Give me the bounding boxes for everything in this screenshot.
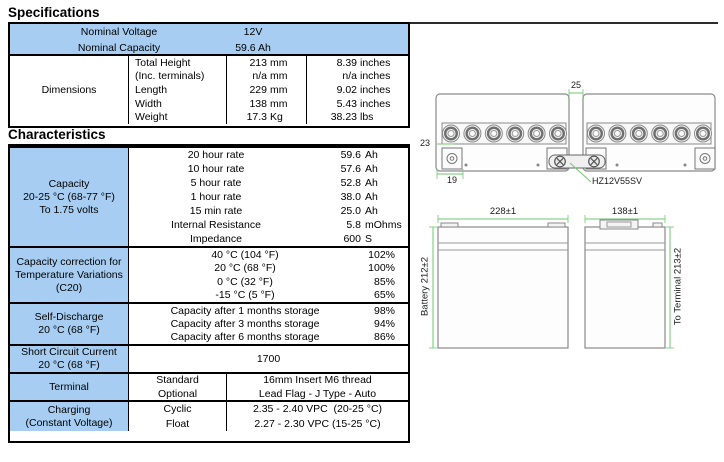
side-handle [600,220,638,229]
capacity-row: Impedance 600 S [190,233,373,245]
charging-value: 2.27 - 2.30 VPC (15-25 °C) [254,417,381,430]
storage-row: Capacity after 1 months storage 98% [170,304,395,317]
capacity-row: 1 hour rate 38.0 Ah [190,191,378,203]
terminal-value: Lead Flag - J Type - Auto [258,388,377,400]
dimension-name: Weight [135,111,168,124]
front-width-dimension: 228±1 [489,206,517,217]
model-number-label: HZ12V55SV [592,176,643,186]
terminal-label: Terminal [10,374,129,400]
terminal-values [227,374,408,400]
characteristics-table [8,146,410,443]
terminal-value: 16mm Insert M6 thread [263,374,372,386]
temp-row: 0 °C (32 °F) 85% [217,275,395,288]
terminal-types [129,374,227,400]
nominal-header-block [10,24,408,56]
temp-row: 20 °C (68 °F) 100% [214,262,395,275]
short-circuit-value: 1700 [256,353,281,365]
short-circuit-label: Short Circuit Current 20 °C (68 °F) [10,346,129,372]
side-width-dimension: 138±1 [611,206,639,217]
specifications-table [8,22,410,128]
self-discharge-section [10,302,408,344]
dimension-name: (Inc. terminals) [135,70,205,83]
terminal-section [10,372,408,400]
nominal-voltage-row [10,24,408,40]
charging-mode: Cyclic [163,402,192,415]
charging-section [10,400,408,431]
front-top-tab-left [441,223,458,227]
terminal-offset-label: 23 [420,138,431,148]
nominal-voltage-label: Nominal Voltage [80,26,158,38]
charging-values [227,402,408,431]
dimension-name: Total Height [135,56,191,69]
capacity-row: 10 hour rate 57.6 Ah [187,163,378,175]
charging-rows [129,402,408,431]
metric-value: 17.3 Kg [246,111,283,124]
charging-label: Charging (Constant Voltage) [10,402,129,431]
self-discharge-rows [129,304,408,344]
capacity-row: 20 hour rate 59.6 Ah [187,149,378,161]
front-view-outline [438,227,568,348]
dimension-imperial-column [307,56,408,124]
metric-value: 138 mm [249,97,288,110]
metric-value: n/a mm [252,70,288,83]
imperial-value: 8.39 inches [336,56,391,69]
temp-row: 40 °C (104 °F) 102% [211,248,395,261]
dimension-names-column [129,56,227,124]
self-discharge-label: Self-Discharge 20 °C (68 °F) [10,304,129,344]
charging-mode: Float [165,417,190,430]
dimension-name: Length [135,83,168,96]
terminal-height-dimension: To Terminal 213±2 [672,247,684,326]
right-vent-band [587,123,711,144]
capacity-row: Internal Resistance 5.8 mOhms [171,219,402,231]
storage-row: Capacity after 6 months storage 86% [170,331,395,344]
characteristics-heading: Characteristics [8,128,410,146]
dimension-metric-column [227,56,307,124]
gap-dimension-label: 25 [570,80,581,90]
side-top-tab [653,223,662,227]
charging-modes [129,402,227,431]
temp-correction-label: Capacity correction for Temperature Variations (C20) [10,248,129,302]
imperial-value: 9.02 inches [336,83,391,96]
terminal-type: Optional [157,388,198,400]
temp-row: -15 °C (5 °F) 65% [215,289,395,302]
capacity-section-label: Capacity 20-25 °C (68-77 °F) To 1.75 volts [10,148,129,246]
imperial-value: 38.23 lbs [330,111,374,124]
capacity-row: 15 min rate 25.0 Ah [189,205,378,217]
nominal-voltage-value: 12V [243,26,263,38]
imperial-value: 5.43 inches [336,97,391,110]
battery-top-view-drawing [420,78,724,200]
nominal-capacity-row [10,40,408,56]
capacity-row: 5 hour rate 52.8 Ah [190,177,378,189]
capacity-rows [129,148,408,246]
temp-correction-rows [129,248,408,302]
nominal-capacity-value: 59.6 Ah [235,42,271,54]
dimensions-label: Dimensions [10,56,129,124]
specifications-heading: Specifications [8,6,718,24]
side-view-outline [585,227,665,348]
front-top-tab-right [548,223,565,227]
left-vent-band [442,123,566,144]
battery-height-dimension: Battery 212±2 [419,256,431,317]
terminal-rows [129,374,408,400]
terminal-base-label: 19 [446,175,457,185]
charging-value: 2.35 - 2.40 VPC (20-25 °C) [252,402,383,415]
metric-value: 213 mm [249,56,288,69]
capacity-section [10,148,408,246]
temp-correction-section [10,246,408,302]
terminal-type: Standard [156,374,199,386]
metric-value: 229 mm [249,83,288,96]
storage-row: Capacity after 3 months storage 94% [170,317,395,330]
imperial-value: n/a inches [342,70,391,83]
nominal-capacity-label: Nominal Capacity [77,42,161,54]
short-circuit-section [10,344,408,372]
dimensions-section [10,56,408,124]
dimension-name: Width [135,97,162,110]
